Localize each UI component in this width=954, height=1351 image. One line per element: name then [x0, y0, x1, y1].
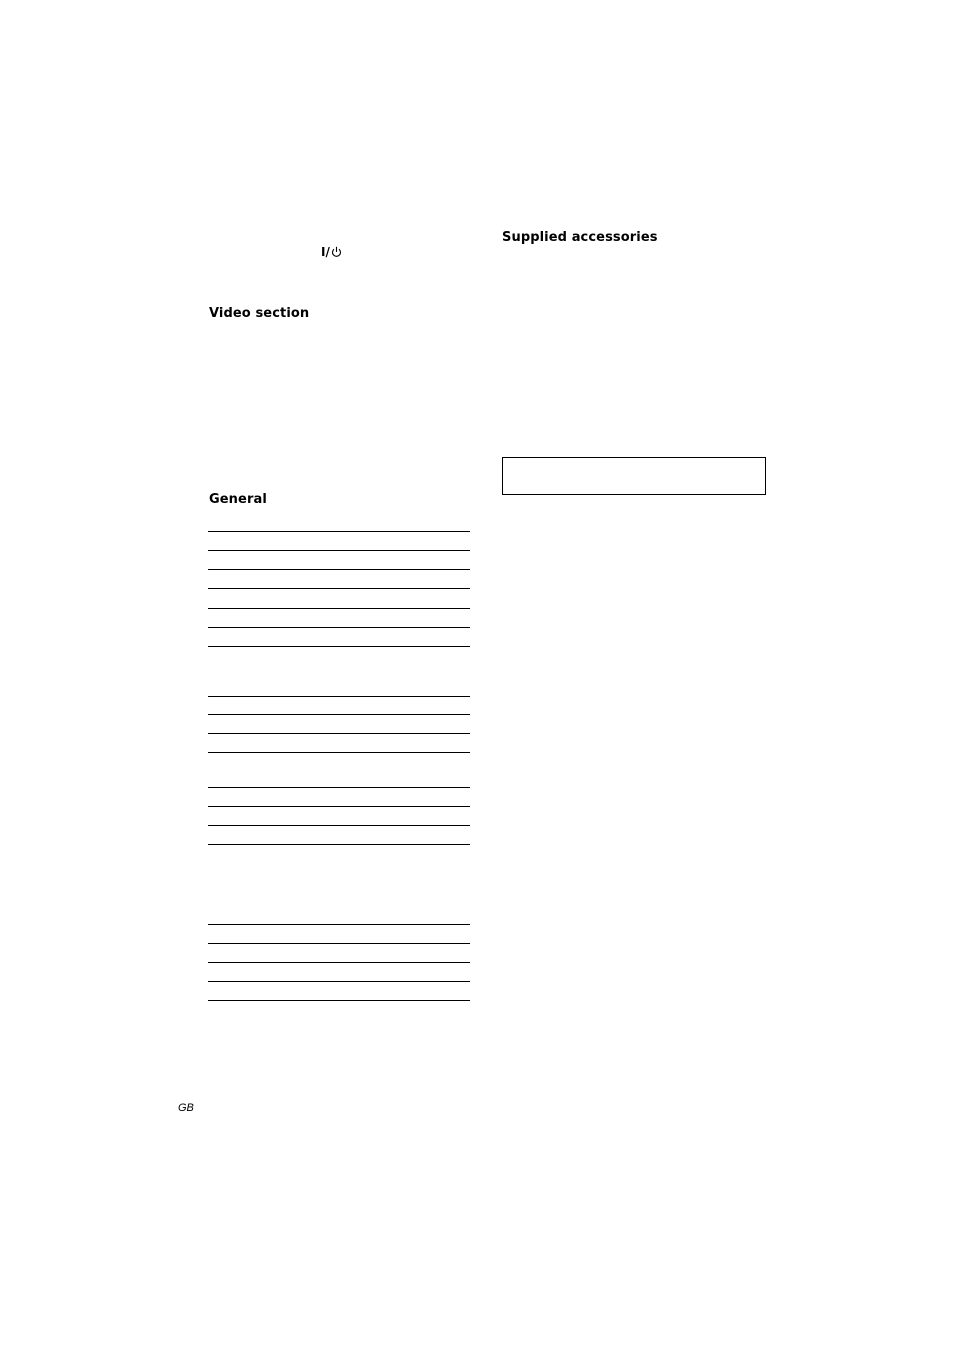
video-section-heading: Video section — [209, 306, 310, 321]
table-rule — [208, 752, 470, 753]
table-rule — [208, 608, 470, 609]
table-rule — [208, 733, 470, 734]
power-standby-icon — [331, 246, 342, 258]
note-box — [502, 457, 766, 495]
power-symbol — [321, 245, 342, 259]
table-rule — [208, 806, 470, 807]
table-rule — [208, 844, 470, 845]
table-rule — [208, 924, 470, 925]
table-rule — [208, 825, 470, 826]
table-rule — [208, 588, 470, 589]
page-language-code: GB — [178, 1102, 194, 1114]
table-rule — [208, 714, 470, 715]
table-rule — [208, 646, 470, 647]
table-rule — [208, 1000, 470, 1001]
table-rule — [208, 550, 470, 551]
table-rule — [208, 981, 470, 982]
table-rule — [208, 696, 470, 697]
table-rule — [208, 569, 470, 570]
table-rule — [208, 627, 470, 628]
general-heading: General — [209, 492, 267, 507]
supplied-accessories-heading: Supplied accessories — [502, 230, 658, 245]
table-rule — [208, 787, 470, 788]
table-rule — [208, 962, 470, 963]
table-rule — [208, 943, 470, 944]
power-symbol-text: I/ — [321, 245, 330, 259]
table-rule — [208, 531, 470, 532]
